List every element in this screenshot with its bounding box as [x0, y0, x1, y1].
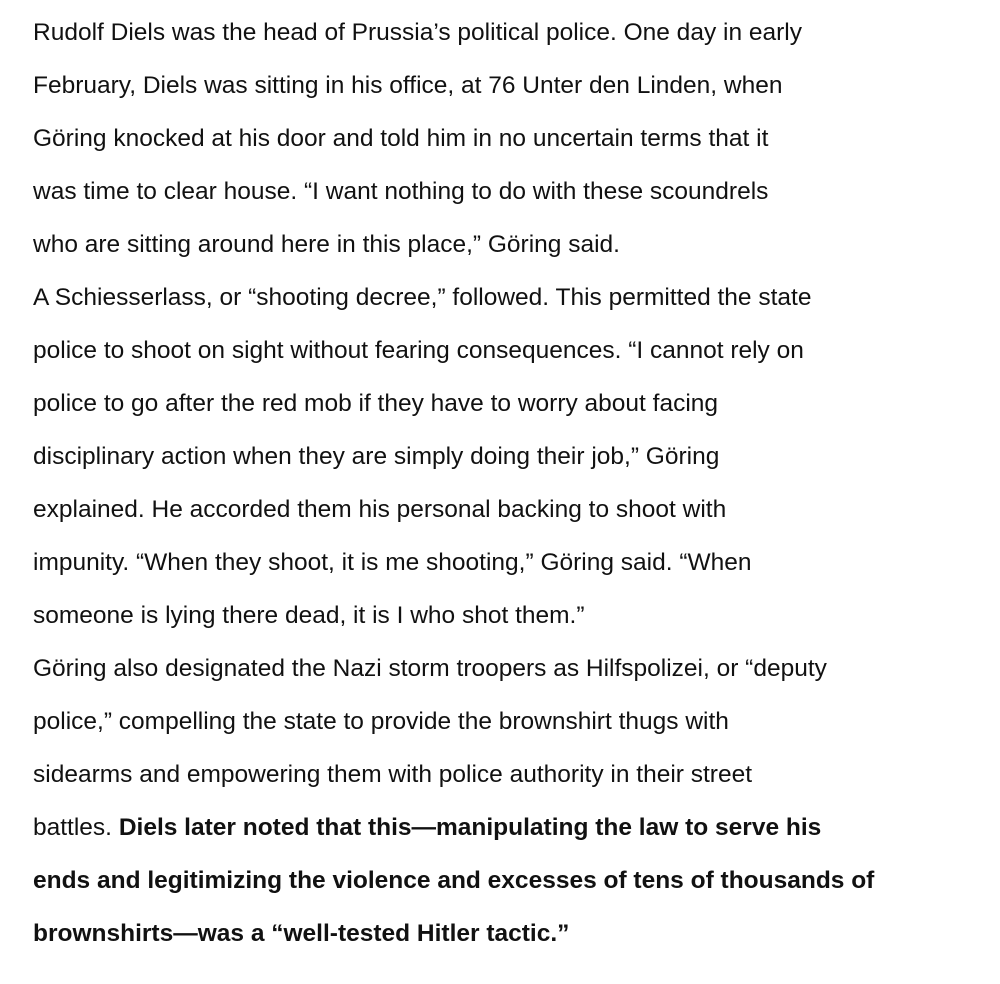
document-body	[33, 6, 983, 960]
text-line: impunity. “When they shoot, it is me shooting,” Göring said. “When	[33, 549, 752, 576]
text-line: Rudolf Diels was the head of Prussia’s political police. One day in early	[33, 19, 802, 46]
paragraph-1	[33, 6, 983, 271]
text-line: someone is lying there dead, it is I who shot them.”	[33, 602, 585, 629]
mixed-text-line	[33, 801, 983, 854]
text-line: February, Diels was sitting in his office, at 76 Unter den Linden, when	[33, 72, 783, 99]
bold-text-line: brownshirts—was a “well-tested Hitler tactic.”	[33, 920, 570, 947]
text-line: sidearms and empowering them with police authority in their street	[33, 761, 753, 788]
text-line: A Schiesserlass, or “shooting decree,” followed. This permitted the state	[33, 284, 812, 311]
paragraph-2	[33, 271, 983, 642]
normal-text-span: battles.	[33, 814, 119, 841]
text-line: was time to clear house. “I want nothing to do with these scoundrels	[33, 178, 769, 205]
text-line: Göring also designated the Nazi storm troopers as Hilfspolizei, or “deputy	[33, 655, 827, 682]
bold-text-line: ends and legitimizing the violence and excesses of tens of thousands of	[33, 867, 875, 894]
text-line: police,” compelling the state to provide the brownshirt thugs with	[33, 708, 729, 735]
text-line: police to shoot on sight without fearing consequences. “I cannot rely on	[33, 337, 804, 364]
text-line: Göring knocked at his door and told him in no uncertain terms that it	[33, 125, 769, 152]
text-line: explained. He accorded them his personal backing to shoot with	[33, 496, 727, 523]
text-line: disciplinary action when they are simply doing their job,” Göring	[33, 443, 720, 470]
text-line: police to go after the red mob if they have to worry about facing	[33, 390, 719, 417]
text-line: who are sitting around here in this place,” Göring said.	[33, 231, 620, 258]
paragraph-3	[33, 642, 983, 960]
bold-quote-span: Diels later noted that this—manipulating the law to serve his	[118, 814, 822, 841]
